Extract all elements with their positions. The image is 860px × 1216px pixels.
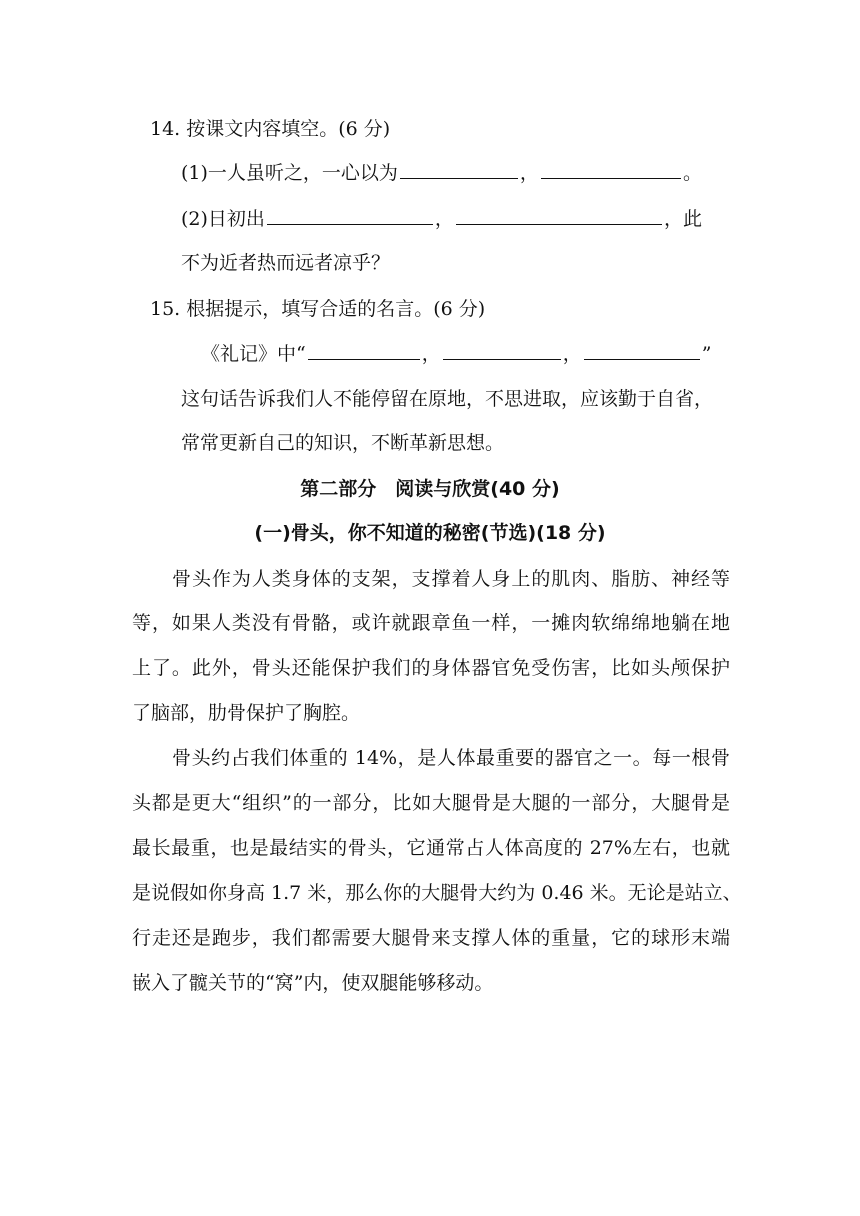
section-heading: 第二部分 阅读与欣赏(40 分) [300,478,560,500]
question-14-sentence-1 [181,160,702,186]
question-15-explanation-line: 这句话告诉我们人不能停留在原地，不思进取，应该勤于自省， [181,388,714,410]
passage-line: 行走还是跑步，我们都需要大腿骨来支撑人体的重量，它的球形末端 [132,927,730,949]
passage-line: 最长最重，也是最结实的骨头，它通常占人体高度的 27%左右，也就 [132,837,730,859]
quote-prefix: 《礼记》中“ [201,343,306,365]
passage-line: 头都是更大“组织”的一部分，比如大腿骨是大腿的一部分，大腿骨是 [132,792,730,814]
answer-blank[interactable] [308,341,420,360]
passage-line: 是说假如你身高 1.7 米，那么你的大腿骨大约为 0.46 米。无论是站立、 [132,882,742,904]
passage-line: 嵌入了髋关节的“窝”内，使双腿能够移动。 [132,972,494,994]
passage-line: 骨头约占我们体重的 14%，是人体最重要的器官之一。每一根骨 [172,747,730,769]
answer-blank[interactable] [443,341,561,360]
sentence-end: ，此 [663,208,702,230]
answer-blank[interactable] [456,206,662,225]
question-14-title: 14. 按课文内容填空。(6 分) [150,118,391,140]
quote-end: ” [701,343,712,365]
question-15-quote-line [201,341,711,367]
passage-line: 了脑部，肋骨保护了胸腔。 [132,702,361,724]
sentence-end: 。 [682,162,702,184]
separator: ， [421,343,441,365]
answer-blank[interactable] [267,206,433,225]
answer-blank[interactable] [584,341,700,360]
separator: ， [519,162,539,184]
question-14-sentence-2-continued: 不为近者热而远者凉乎？ [181,252,391,274]
answer-blank[interactable] [400,160,518,179]
separator: ， [434,208,454,230]
answer-blank[interactable] [541,160,681,179]
passage-line: 骨头作为人类身体的支架，支撑着人身上的肌肉、脂肪、神经等 [172,568,730,590]
sentence-2-prefix: (2)日初出 [181,208,265,230]
separator: ， [562,343,582,365]
passage-line: 等，如果人类没有骨骼，或许就跟章鱼一样，一摊肉软绵绵地躺在地 [132,612,730,634]
passage-line: 上了。此外，骨头还能保护我们的身体器官免受伤害，比如头颅保护 [132,657,730,679]
question-14-sentence-2 [181,206,702,232]
passage-title: (一)骨头，你不知道的秘密(节选)(18 分) [254,522,606,544]
sentence-1-prefix: (1)一人虽听之，一心以为 [181,162,398,184]
question-15-explanation-line: 常常更新自己的知识，不断革新思想。 [181,432,505,454]
question-15-title: 15. 根据提示，填写合适的名言。(6 分) [150,298,486,320]
